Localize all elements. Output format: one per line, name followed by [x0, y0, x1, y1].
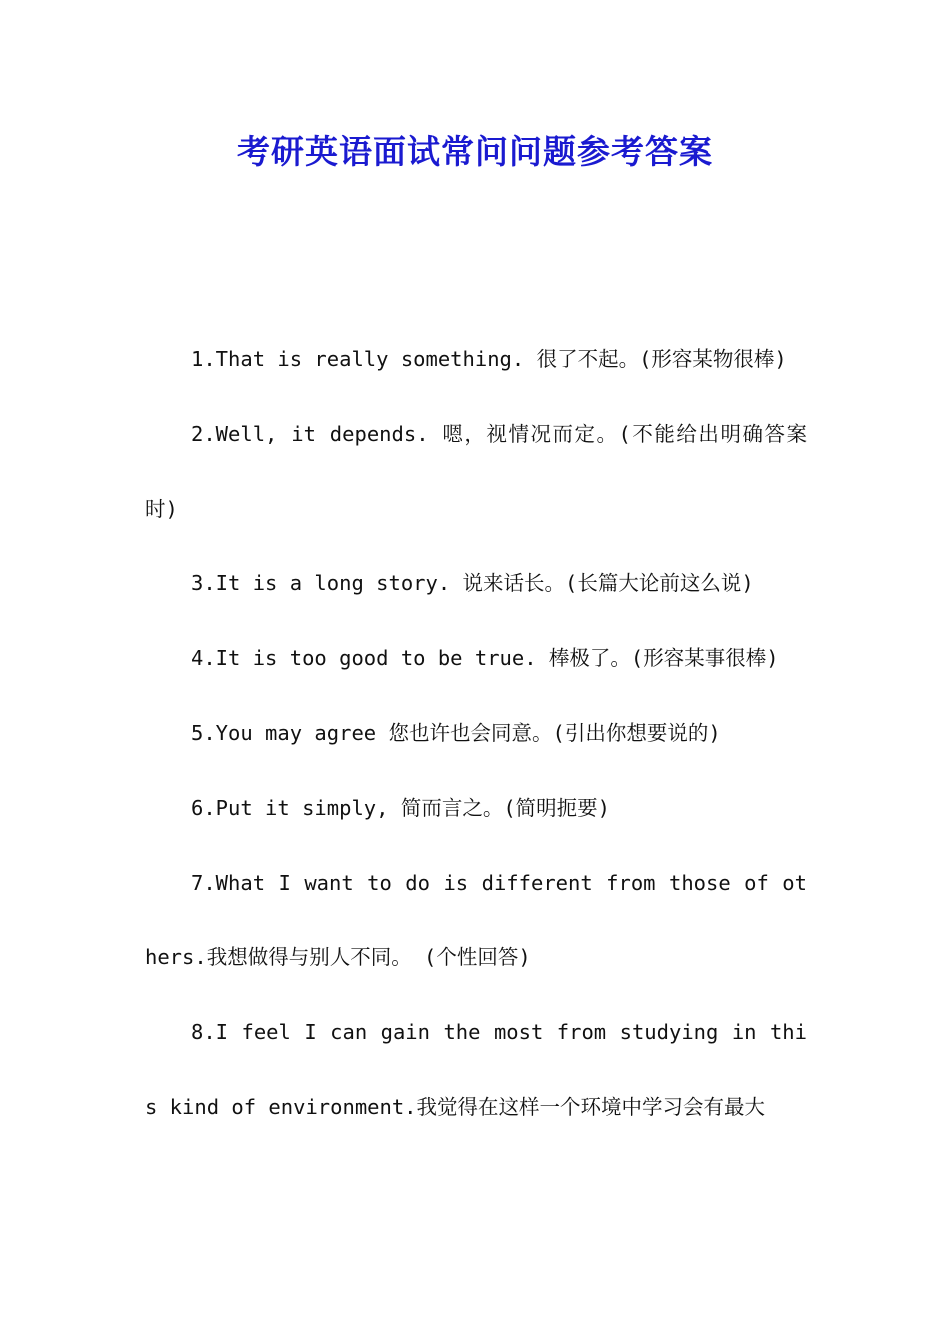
phrase-item-3 — [145, 546, 807, 621]
phrase-chinese: 嗯，视情况而定。(不能给出明确答案时) — [145, 421, 807, 521]
phrase-english: 8.I feel I can gain the most from studying in this kind of environment. — [145, 1020, 807, 1119]
phrase-chinese: 您也许也会同意。(引出你想要说的) — [388, 720, 721, 745]
phrase-english: 7.What I want to do is different from those of others. — [145, 870, 807, 970]
phrase-item-1 — [145, 322, 807, 397]
phrase-english: 4.It is too good to be true. — [191, 646, 549, 671]
phrase-english: 5.You may agree — [191, 720, 389, 745]
phrase-chinese: 棒极了。(形容某事很棒) — [548, 646, 779, 671]
phrase-english: 3.It is a long story. — [191, 571, 463, 596]
phrase-english: 2.Well, it depends. — [191, 421, 443, 446]
phrase-item-8 — [145, 995, 807, 1145]
phrase-chinese: 说来话长。(长篇大论前这么说) — [462, 571, 754, 596]
phrase-list — [145, 322, 807, 1145]
phrase-item-2 — [145, 397, 807, 547]
phrase-item-6 — [145, 771, 807, 846]
document-title: 考研英语面试常问问题参考答案 — [237, 132, 713, 171]
phrase-item-7 — [145, 846, 807, 996]
phrase-chinese: 很了不起。(形容某物很棒) — [536, 347, 787, 371]
phrase-english: 1.That is really something. — [191, 347, 537, 371]
phrase-chinese: 我觉得在这样一个环境中学习会有最大 — [416, 1094, 766, 1119]
phrase-item-5 — [145, 696, 807, 771]
phrase-chinese: 我想做得与别人不同。 (个性回答) — [206, 945, 531, 970]
phrase-english: 6.Put it simply, — [191, 795, 401, 820]
phrase-chinese: 简而言之。(简明扼要) — [400, 795, 611, 820]
phrase-item-4 — [145, 621, 807, 696]
